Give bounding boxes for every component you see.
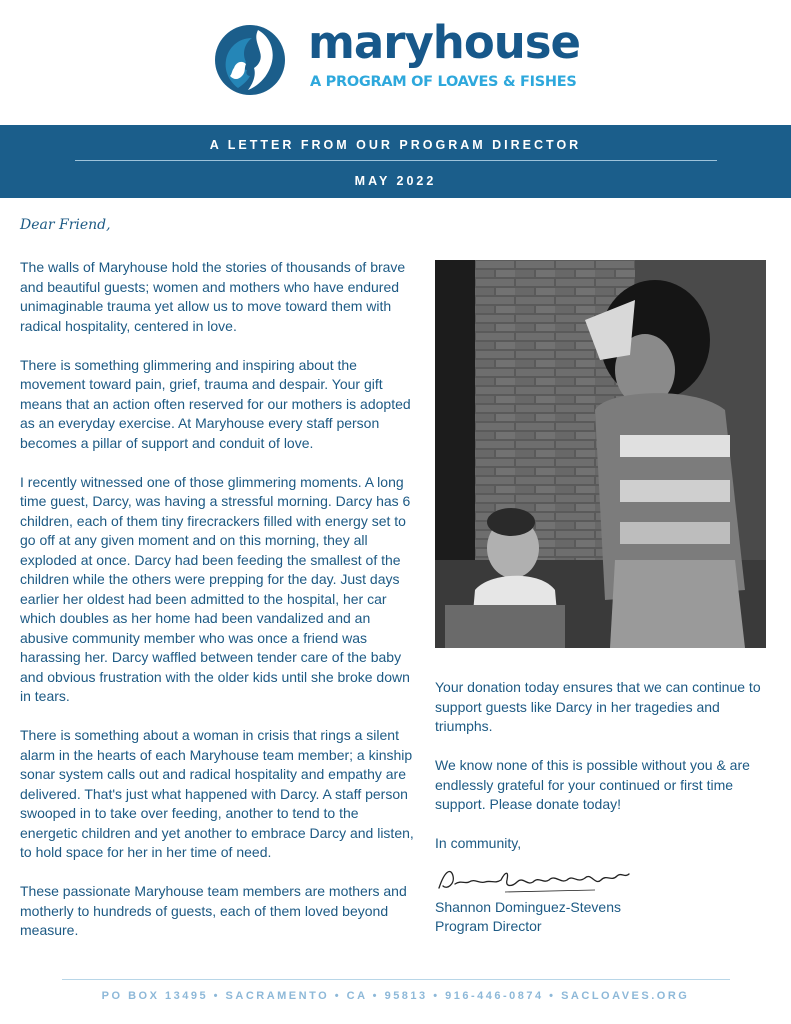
letter-column-left	[20, 258, 415, 960]
letter-paragraph: There is something about a woman in crisis that rings a silent alarm in the hearts of each Maryhouse team member; a kinship sonar system calls out and radical hospitality and empathy are delivered. That's just what happened with Darcy. A staff person swooped in to take over feeding, another to tend to the energetic children and yet another to embrace Darcy and listen, to hold space for her in her time of need.	[20, 727, 414, 860]
signer-title: Program Director	[435, 918, 542, 934]
banner-date: MAY 2022	[354, 174, 437, 188]
letter-paragraph: Your donation today ensures that we can continue to support guests like Darcy in her tragedies and triumphs.	[435, 679, 761, 734]
salutation: Dear Friend,	[20, 217, 111, 233]
logo-wordmark: maryhouse	[308, 16, 581, 69]
title-banner	[0, 125, 791, 198]
banner-title: A LETTER FROM OUR PROGRAM DIRECTOR	[209, 138, 582, 152]
photo-mother-and-child	[435, 260, 766, 648]
letter-paragraph: The walls of Maryhouse hold the stories of thousands of brave and beautiful guests; women and mothers who have endured unimaginable trauma yet allow us to move toward them with radical hospitality, centered in love.	[20, 259, 406, 334]
footer-divider	[62, 979, 730, 980]
footer-address: PO BOX 13495 • SACRAMENTO • CA • 95813 • 916-446-0874 • SACLOAVES.ORG	[101, 990, 690, 1002]
letter-paragraph: I recently witnessed one of those glimmering moments. A long time guest, Darcy, was having a stressful morning. Darcy has 6 children, each of them tiny firecrackers filled with energy set to go off at any given moment and on this morning, they all exploded at once. Darcy had been feeding the smallest of the children while the others were prepping for the day. Just days earlier her oldest had been admitted to the hospital, her car which doubles as her home had been vandalized and an abusive community member who was once a friend was harassing her. Darcy waffled between tender care of the baby and obvious frustration with the older kids until she broke down in tears.	[20, 473, 411, 704]
closing: In community,	[435, 835, 522, 851]
handwritten-signature	[435, 862, 635, 896]
letter-paragraph: There is something glimmering and inspiring about the movement toward pain, grief, trauma and despair. Your gift means that an action often reserved for our mothers is adopted as an everyday exercise. At Maryhouse every staff person becomes a pillar of support and conduit of love.	[20, 356, 411, 451]
letterhead	[0, 0, 791, 125]
mother-child-profile-icon	[214, 24, 286, 96]
letter-column-right	[435, 678, 775, 937]
logo-subtitle: A PROGRAM OF LOAVES & FISHES	[310, 74, 577, 90]
photo-illustration	[435, 260, 766, 648]
letter-paragraph: These passionate Maryhouse team members are mothers and motherly to hundreds of guests, each of them loved beyond measure.	[20, 883, 407, 938]
banner-divider	[75, 160, 717, 161]
letter-paragraph: We know none of this is possible without you & are endlessly grateful for your continued or first time support. Please donate today!	[435, 757, 750, 812]
signer-name: Shannon Dominguez-Stevens	[435, 898, 622, 915]
